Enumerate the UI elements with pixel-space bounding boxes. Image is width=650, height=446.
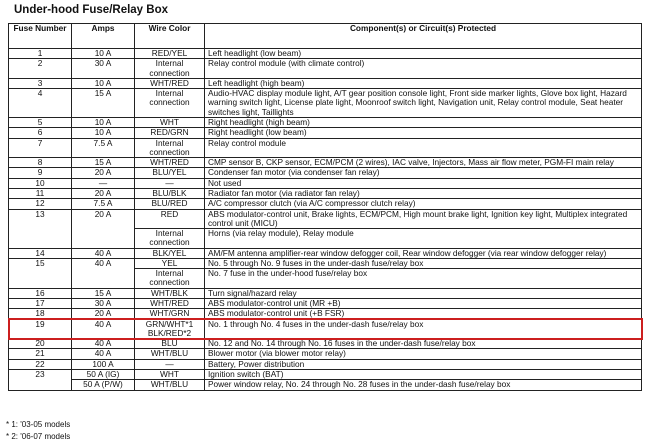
fuse-number: 14 <box>9 248 72 258</box>
wire-color: Internal connection <box>135 229 205 249</box>
wire-color: — <box>135 178 205 188</box>
wire-color: YEL <box>135 258 205 268</box>
table-row <box>9 89 642 118</box>
table-row <box>9 199 642 209</box>
fuse-number: 3 <box>9 78 72 88</box>
fuse-number: 11 <box>9 188 72 198</box>
fuse-amps: 50 A (P/W) <box>72 380 135 390</box>
fuse-amps: 7.5 A <box>72 199 135 209</box>
protected-circuits: No. 12 and No. 14 through No. 16 fuses in the under-dash fuse/relay box <box>205 339 642 349</box>
header-fuse-number: Fuse Number <box>9 24 72 49</box>
fuse-number: 15 <box>9 258 72 288</box>
protected-circuits: Condenser fan motor (via condenser fan relay) <box>205 168 642 178</box>
protected-circuits: CMP sensor B, CKP sensor, ECM/PCM (2 wires), IAC valve, Injectors, Mass air flow meter, PGM-FI main relay <box>205 158 642 168</box>
table-row <box>9 370 642 380</box>
fuse-amps: 10 A <box>72 78 135 88</box>
fuse-number: 7 <box>9 138 72 158</box>
table-row <box>9 59 642 79</box>
protected-circuits: Not used <box>205 178 642 188</box>
fuse-number: 12 <box>9 199 72 209</box>
fuse-amps: 20 A <box>72 209 135 248</box>
protected-circuits: Left headlight (low beam) <box>205 49 642 59</box>
header-wire-color: Wire Color <box>135 24 205 49</box>
protected-circuits: No. 5 through No. 9 fuses in the under-dash fuse/relay box <box>205 258 642 268</box>
fuse-amps: 30 A <box>72 59 135 79</box>
fuse-number: 16 <box>9 288 72 298</box>
fuse-number: 19 <box>9 319 72 339</box>
wire-color: BLU/YEL <box>135 168 205 178</box>
fuse-amps: 7.5 A <box>72 138 135 158</box>
fuse-number: 2 <box>9 59 72 79</box>
wire-color: GRN/WHT*1 BLK/RED*2 <box>135 319 205 339</box>
fuse-number: 1 <box>9 49 72 59</box>
protected-circuits: Blower motor (via blower motor relay) <box>205 349 642 359</box>
table-row <box>9 158 642 168</box>
table-row <box>9 138 642 158</box>
protected-circuits: Horns (via relay module), Relay module <box>205 229 642 249</box>
fuse-number: 20 <box>9 339 72 349</box>
fuse-table <box>8 23 642 391</box>
table-row <box>9 258 642 268</box>
footnote-1: * 1: '03-05 models <box>6 420 71 429</box>
fuse-number: 10 <box>9 178 72 188</box>
fuse-number: 9 <box>9 168 72 178</box>
protected-circuits: No. 1 through No. 4 fuses in the under-dash fuse/relay box <box>205 319 642 339</box>
table-row <box>9 339 642 349</box>
protected-circuits: Right headlight (low beam) <box>205 128 642 138</box>
fuse-number: 22 <box>9 359 72 369</box>
protected-circuits: Battery, Power distribution <box>205 359 642 369</box>
table-row <box>9 288 642 298</box>
wire-color: WHT/GRN <box>135 309 205 319</box>
table-row <box>9 178 642 188</box>
protected-circuits: Relay control module (with climate control) <box>205 59 642 79</box>
wire-color: BLU/BLK <box>135 188 205 198</box>
header-components: Component(s) or Circuit(s) Protected <box>205 24 642 49</box>
header-amps: Amps <box>72 24 135 49</box>
footnote-2: * 2: '06-07 models <box>6 432 71 441</box>
wire-color: BLU/RED <box>135 199 205 209</box>
wire-color: BLK/YEL <box>135 248 205 258</box>
fuse-amps: 100 A <box>72 359 135 369</box>
wire-color: RED <box>135 209 205 229</box>
wire-color: BLU <box>135 339 205 349</box>
wire-color: — <box>135 359 205 369</box>
fuse-amps: 10 A <box>72 49 135 59</box>
fuse-number: 6 <box>9 128 72 138</box>
fuse-number: 4 <box>9 89 72 118</box>
fuse-amps: — <box>72 178 135 188</box>
fuse-amps: 15 A <box>72 288 135 298</box>
table-row <box>9 349 642 359</box>
wire-color: Internal connection <box>135 89 205 118</box>
highlighted-row <box>9 319 642 339</box>
table-row <box>9 128 642 138</box>
fuse-amps: 10 A <box>72 117 135 127</box>
table-row <box>9 188 642 198</box>
protected-circuits: A/C compressor clutch (via A/C compressor clutch relay) <box>205 199 642 209</box>
fuse-amps: 40 A <box>72 319 135 339</box>
table-row <box>9 117 642 127</box>
page-title: Under-hood Fuse/Relay Box <box>14 4 168 16</box>
protected-circuits: Radiator fan motor (via radiator fan relay) <box>205 188 642 198</box>
wire-color: Internal connection <box>135 138 205 158</box>
fuse-amps: 40 A <box>72 258 135 288</box>
table-row <box>9 49 642 59</box>
wire-color: WHT/RED <box>135 78 205 88</box>
protected-circuits: ABS modulator-control unit (MR +B) <box>205 299 642 309</box>
protected-circuits: Relay control module <box>205 138 642 158</box>
wire-color: WHT/BLU <box>135 380 205 390</box>
wire-color: RED/YEL <box>135 49 205 59</box>
table-row <box>9 309 642 319</box>
protected-circuits: Right headlight (high beam) <box>205 117 642 127</box>
fuse-amps: 40 A <box>72 339 135 349</box>
fuse-number: 5 <box>9 117 72 127</box>
protected-circuits: Ignition switch (BAT) <box>205 370 642 380</box>
wire-color: WHT/BLK <box>135 288 205 298</box>
fuse-amps: 15 A <box>72 158 135 168</box>
fuse-amps: 20 A <box>72 168 135 178</box>
protected-circuits: Audio-HVAC display module light, A/T gear position console light, Front side marker lights, Glove box light, Hazard warning switch light, License plate light, Moonroof switch light, Navigation unit, Relay control module, Seat heater switches light, Taillights <box>205 89 642 118</box>
fuse-amps: 15 A <box>72 89 135 118</box>
fuse-amps: 10 A <box>72 128 135 138</box>
fuse-number: 13 <box>9 209 72 248</box>
fuse-amps: 20 A <box>72 309 135 319</box>
fuse-number: 18 <box>9 309 72 319</box>
fuse-amps: 20 A <box>72 188 135 198</box>
table-row <box>9 299 642 309</box>
table-row <box>9 248 642 258</box>
wire-color: WHT/BLU <box>135 349 205 359</box>
fuse-amps: 50 A (IG) <box>72 370 135 380</box>
wire-color: Internal connection <box>135 269 205 289</box>
wire-color: WHT <box>135 117 205 127</box>
wire-color: Internal connection <box>135 59 205 79</box>
protected-circuits: ABS modulator-control unit (+B FSR) <box>205 309 642 319</box>
protected-circuits: Left headlight (high beam) <box>205 78 642 88</box>
protected-circuits: Power window relay, No. 24 through No. 28 fuses in the under-dash fuse/relay box <box>205 380 642 390</box>
table-row <box>9 78 642 88</box>
protected-circuits: No. 7 fuse in the under-hood fuse/relay box <box>205 269 642 289</box>
fuse-number: 23 <box>9 370 72 391</box>
fuse-amps: 40 A <box>72 349 135 359</box>
wire-color: WHT/RED <box>135 158 205 168</box>
wire-color: RED/GRN <box>135 128 205 138</box>
protected-circuits: AM/FM antenna amplifier-rear window defogger coil, Rear window defogger (via rear window defogger relay) <box>205 248 642 258</box>
fuse-number: 17 <box>9 299 72 309</box>
table-row <box>9 168 642 178</box>
protected-circuits: ABS modulator-control unit, Brake lights, ECM/PCM, High mount brake light, Ignition key light, Multiplex integrated control unit (MICU) <box>205 209 642 229</box>
fuse-number: 8 <box>9 158 72 168</box>
table-row <box>9 380 642 390</box>
table-header-row <box>9 24 642 49</box>
table-row <box>9 209 642 229</box>
fuse-number: 21 <box>9 349 72 359</box>
wire-color: WHT/RED <box>135 299 205 309</box>
protected-circuits: Turn signal/hazard relay <box>205 288 642 298</box>
table-row <box>9 359 642 369</box>
fuse-amps: 40 A <box>72 248 135 258</box>
wire-color: WHT <box>135 370 205 380</box>
fuse-amps: 30 A <box>72 299 135 309</box>
